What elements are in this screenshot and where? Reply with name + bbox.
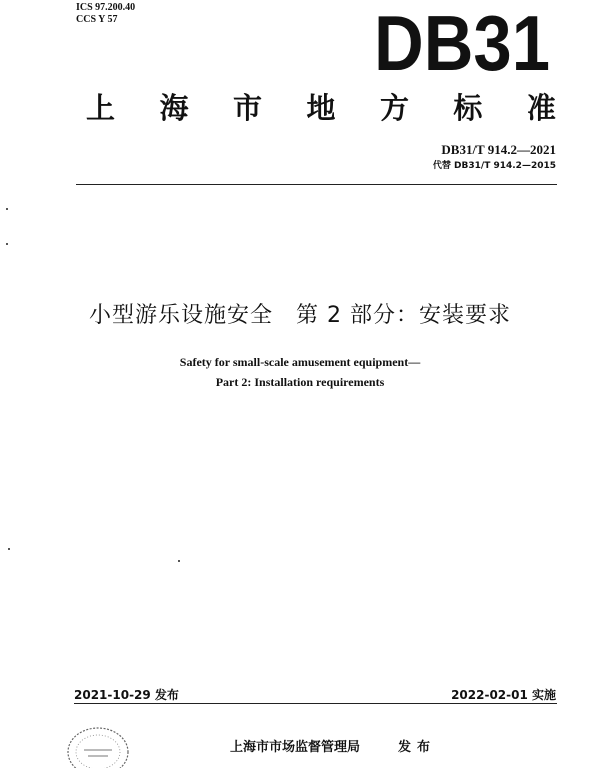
standard-number: DB31/T 914.2—2021 [441,142,556,157]
db31-logo-text: DB31 [374,0,550,87]
title-char: 方 [379,91,409,125]
english-title-line-2: Part 2: Installation requirements [215,375,385,389]
english-title [0,352,600,392]
title-char: 准 [526,91,556,125]
standard-type-title [86,86,556,127]
db31-logo [372,0,552,87]
scan-speck [6,208,8,210]
chinese-title: 小型游乐设施安全 第 2 部分：安装要求 [89,303,511,328]
title-char: 地 [306,91,336,125]
ccs-code: CCS Y 57 [76,14,118,25]
classification-codes [76,2,135,26]
publish-date: 2021-10-29 发布 [74,688,179,702]
implement-date: 2022-02-01 实施 [451,688,556,702]
publisher-name: 上海市市场监督管理局 [230,740,361,755]
title-char: 上 [86,91,116,125]
ics-code: ICS 97.200.40 [76,2,136,13]
header-divider [76,184,557,185]
replaced-standard: 代替 DB31/T 914.2—2015 [432,161,556,171]
scan-speck [178,560,180,562]
scan-speck [8,548,10,550]
footer-divider [74,703,557,704]
title-char: 市 [232,91,262,125]
scan-speck [6,243,8,245]
title-char: 海 [159,91,189,125]
title-char: 标 [453,91,483,125]
issue-label: 发布 [398,740,437,755]
english-title-line-1: Safety for small-scale amusement equipment— [179,355,421,369]
official-seal [60,720,136,768]
